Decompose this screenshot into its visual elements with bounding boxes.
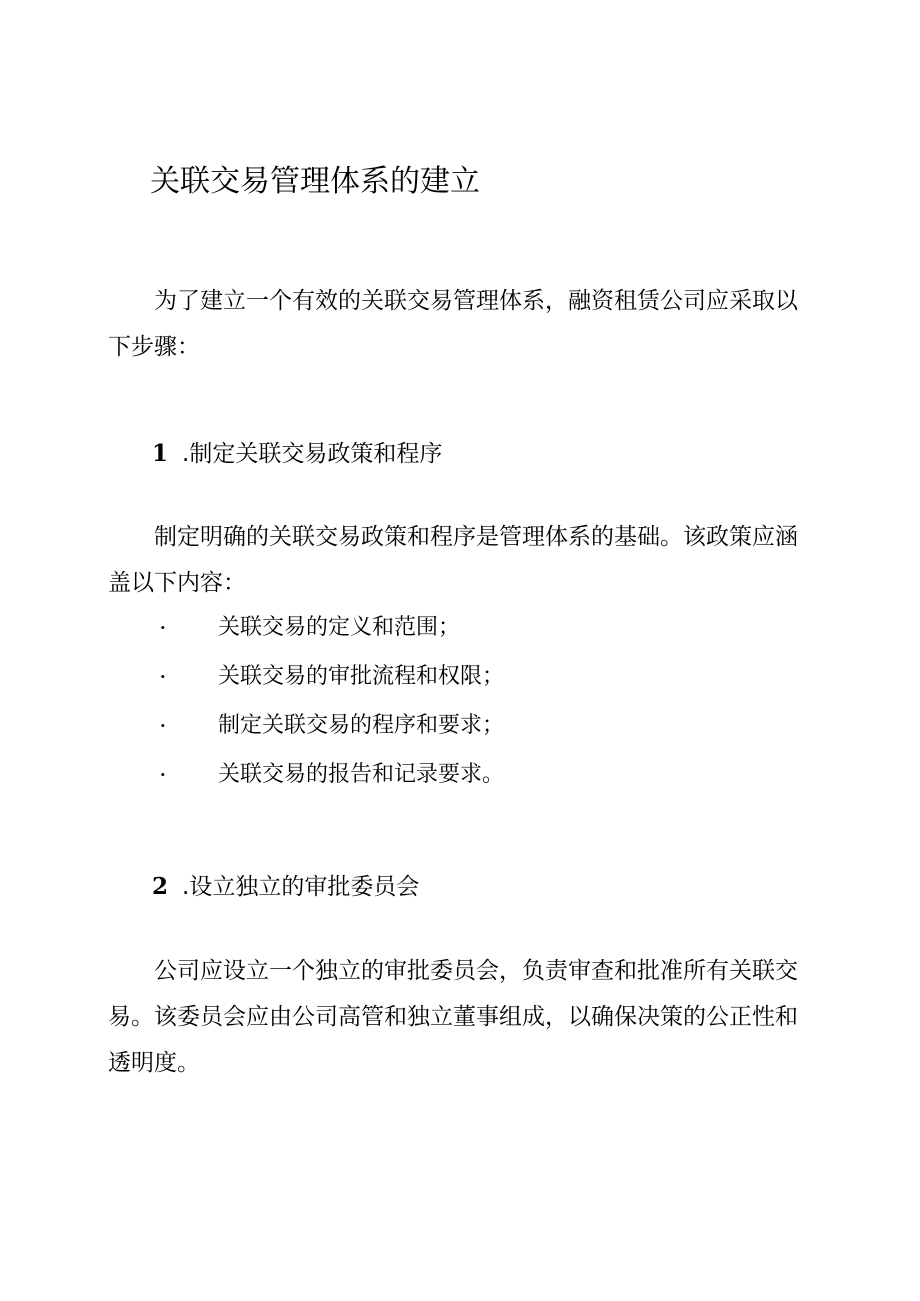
list-item-text: 关联交易的报告和记录要求。 [218, 762, 505, 787]
intro-paragraph: 为了建立一个有效的关联交易管理体系，融资租赁公司应采取以下步骤： [108, 288, 798, 360]
list-item-text: 关联交易的审批流程和权限； [218, 664, 505, 689]
section-1-heading [152, 436, 442, 472]
section-1-title: .制定关联交易政策和程序 [182, 441, 443, 467]
list-item-text: 关联交易的定义和范围； [218, 615, 461, 640]
list-item-text: 制定关联交易的程序和要求； [218, 713, 505, 738]
section-1-number: 1 [152, 440, 169, 467]
document-title: 关联交易管理体系的建立 [150, 164, 480, 199]
bullet-icon: · [160, 618, 166, 637]
bullet-icon: · [160, 716, 166, 735]
bullet-icon: · [160, 765, 166, 784]
bullet-icon: · [160, 667, 166, 686]
section-2-number: 2 [152, 873, 169, 900]
section-2-heading [152, 869, 419, 905]
section-2-paragraph: 公司应设立一个独立的审批委员会，负责审查和批准所有关联交易。该委员会应由公司高管和独立董事组成，以确保决策的公正性和透明度。 [108, 958, 798, 1076]
section-1-paragraph: 制定明确的关联交易政策和程序是管理体系的基础。该政策应涵盖以下内容： [108, 524, 798, 596]
section-2-title: .设立独立的审批委员会 [182, 874, 420, 900]
